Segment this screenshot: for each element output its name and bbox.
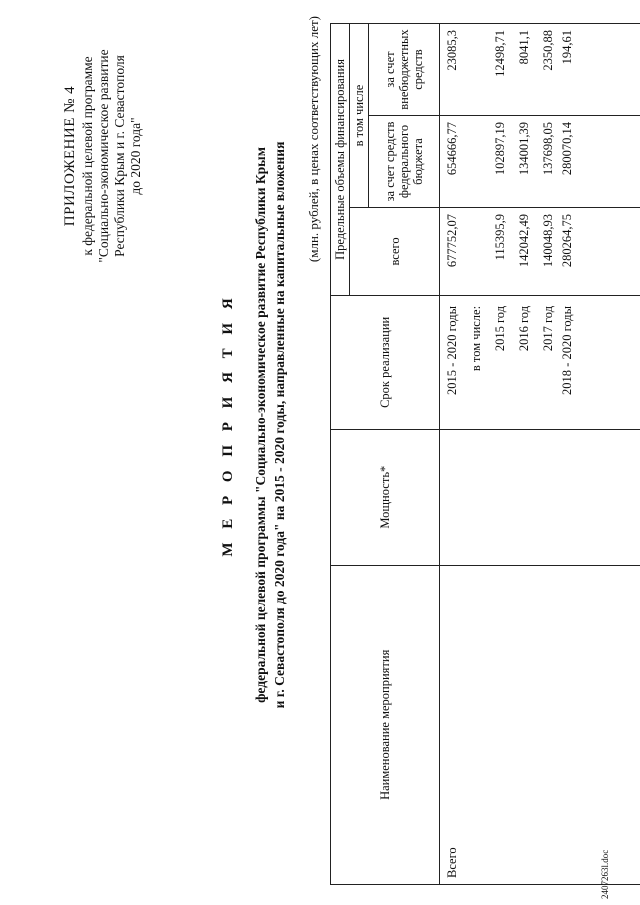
table-row xyxy=(560,24,640,885)
units-note: (млн. рублей, в ценах соответствующих лет) xyxy=(306,16,321,263)
header-name: Наименование мероприятия xyxy=(331,565,440,884)
cell-period: в том числе: xyxy=(464,295,488,429)
table-row xyxy=(536,24,560,885)
cell-federal: 102897,19 xyxy=(488,116,512,208)
cell-capacity xyxy=(512,429,536,565)
appendix-line: "Социально-экономическое развитие xyxy=(96,49,111,263)
cell-name xyxy=(512,565,536,884)
cell-extra xyxy=(464,24,488,116)
cell-period: 2015 год xyxy=(488,295,512,429)
cell-extra: 2350,88 xyxy=(536,24,560,116)
cell-total: 142042,49 xyxy=(512,208,536,296)
document-heading xyxy=(220,65,289,785)
cell-extra: 8041,1 xyxy=(512,24,536,116)
cell-extra: 23085,3 xyxy=(440,24,465,116)
cell-federal: 654666,77 xyxy=(440,116,465,208)
cell-period: 2018 - 2020 годы xyxy=(560,295,640,429)
cell-capacity xyxy=(488,429,512,565)
cell-total xyxy=(464,208,488,296)
cell-name xyxy=(560,565,640,884)
cell-federal: 134001,39 xyxy=(512,116,536,208)
appendix-line: к федеральной целевой программе xyxy=(80,56,95,256)
cell-period: 2017 год xyxy=(536,295,560,429)
cell-capacity xyxy=(464,429,488,565)
cell-extra: 194,61 xyxy=(560,24,640,116)
table-row xyxy=(464,24,488,885)
header-capacity: Мощность* xyxy=(331,429,440,565)
cell-federal: 137698,05 xyxy=(536,116,560,208)
cell-total: 115395,9 xyxy=(488,208,512,296)
header-extra: за счет внебюджетных средств xyxy=(369,24,440,116)
cell-federal xyxy=(464,116,488,208)
header-limits: Предельные объемы финансирования xyxy=(331,24,350,296)
table-row xyxy=(512,24,536,885)
cell-capacity xyxy=(440,429,465,565)
cell-federal: 280070,14 xyxy=(560,116,640,208)
cell-total: 280264,75 xyxy=(560,208,640,296)
cell-total: 677752,07 xyxy=(440,208,465,296)
cell-period: 2015 - 2020 годы xyxy=(440,295,465,429)
heading-line: федеральной целевой программы "Социально-экономическое развитие Республики Крым xyxy=(253,147,268,703)
cell-period: 2016 год xyxy=(512,295,536,429)
cell-total: 140048,93 xyxy=(536,208,560,296)
appendix-line: до 2020 года" xyxy=(128,117,143,195)
table-row xyxy=(440,24,465,885)
appendix-line: Республики Крым и г. Севастополя xyxy=(112,55,127,257)
document-id: 2407263l.doc xyxy=(600,849,610,899)
appendix-title: ПРИЛОЖЕНИЕ № 4 xyxy=(62,85,78,227)
header-federal: за счет средств федерального бюджета xyxy=(369,116,440,208)
cell-name xyxy=(488,565,512,884)
header-period: Срок реализации xyxy=(331,295,440,429)
appendix-block xyxy=(62,11,144,301)
cell-name xyxy=(536,565,560,884)
heading-title: М Е Р О П Р И Я Т И Я xyxy=(220,293,236,557)
cell-capacity xyxy=(560,429,640,565)
heading-line: и г. Севастополя до 2020 года" на 2015 - 2020 годы, направленные на капитальные вложения xyxy=(272,141,287,709)
cell-capacity xyxy=(536,429,560,565)
header-including: в том числе xyxy=(350,24,369,208)
table-row xyxy=(488,24,512,885)
cell-name: Всего xyxy=(440,565,465,884)
cell-name xyxy=(464,565,488,884)
measures-table xyxy=(330,23,640,885)
cell-extra: 12498,71 xyxy=(488,24,512,116)
header-total: всего xyxy=(350,208,440,296)
